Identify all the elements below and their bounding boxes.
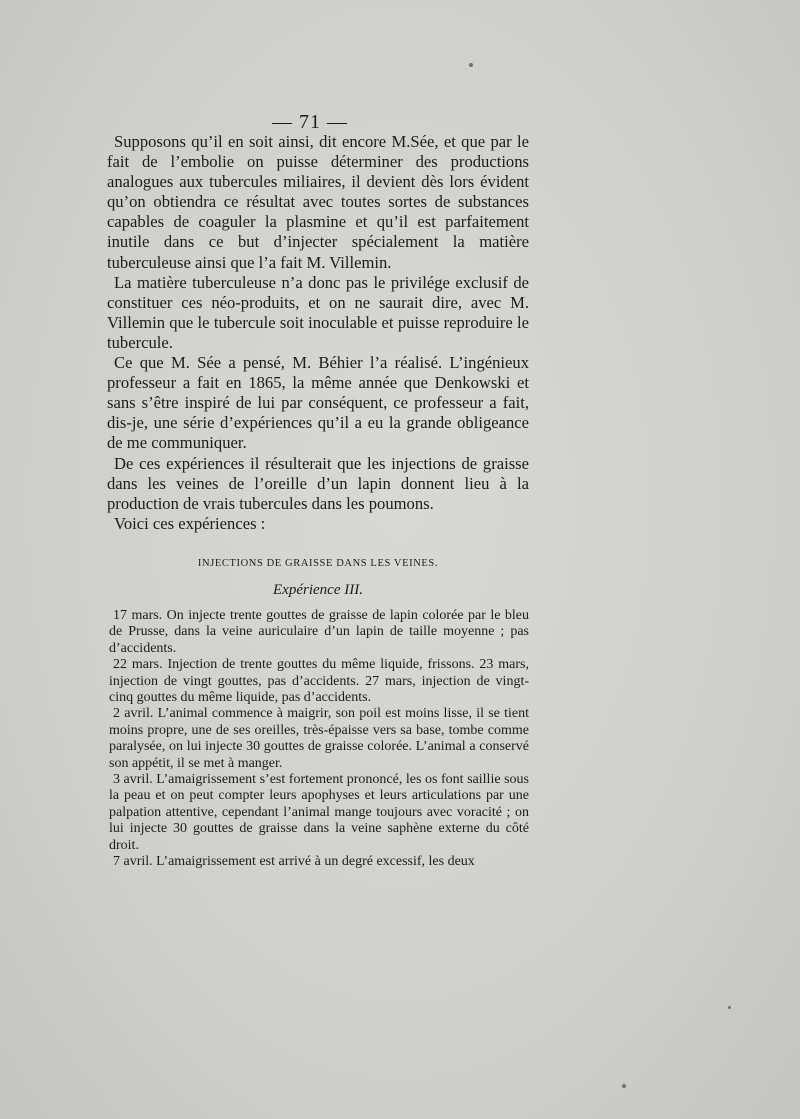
log-entry: 7 avril. L’amaigrissement est arrivé à un degré excessif, les deux bbox=[113, 854, 475, 870]
paper-speck bbox=[469, 63, 473, 67]
paragraph: Voici ces expériences : bbox=[114, 513, 266, 533]
paragraph: Ce que M. Sée a pensé, M. Béhier l’a réalisé. L’ingénieux professeur a fait en 1865, la même année que Denkowski et sans s’être inspiré de lui par conséquent, ce professeur a fait, dis-je, une série d’expériences qu’il a eu la grande obligeance de me communiquer. bbox=[107, 353, 529, 453]
page-number: — 71 — bbox=[272, 111, 348, 133]
log-entry: 3 avril. L’amaigrissement s’est fortement prononcé, les os font saillie sous la peau et on peut compter leurs apophyses et leurs articulations par une palpation attentive, cependant l’animal mange toujours avec voracité ; on lui injecte 30 gouttes de graisse dans la veine saphène externe du côté droit. bbox=[109, 772, 529, 853]
paper-speck bbox=[622, 1084, 626, 1088]
section-heading: INJECTIONS DE GRAISSE DANS LES VEINES. bbox=[197, 558, 439, 569]
main-text bbox=[107, 132, 529, 534]
paragraph: La matière tuberculeuse n’a donc pas le privilége exclusif de constituer ces néo-produits, et on ne saurait dire, avec M. Villemin que le tubercule soit inoculable et puisse reproduire le tubercule. bbox=[107, 272, 529, 352]
paper-speck bbox=[728, 1006, 731, 1009]
paragraph: De ces expériences il résulterait que les injections de graisse dans les veines de l’oreille d’un lapin donnent lieu à la production de vrais tubercules dans les poumons. bbox=[107, 453, 529, 513]
experiment-log bbox=[109, 608, 529, 871]
experience-title: Expérience III. bbox=[273, 582, 363, 598]
log-entry: 2 avril. L’animal commence à maigrir, son poil est moins lisse, il se tient moins propre, une de ses oreilles, très-épaisse vers sa base, tombe comme paralysée, on lui injecte 30 gouttes de graisse colorée. L’animal a conservé son appétit, il se met à manger. bbox=[109, 706, 529, 771]
log-entry: 17 mars. On injecte trente gouttes de graisse de lapin colorée par le bleu de Prusse, dans la veine auriculaire d’un lapin de taille moyenne ; pas d’accidents. bbox=[109, 608, 529, 656]
log-entry: 22 mars. Injection de trente gouttes du même liquide, frissons. 23 mars, injection de vingt gouttes, pas d’accidents. 27 mars, injection de vingt-cinq gouttes du même liquide, pas d’accidents. bbox=[109, 657, 529, 706]
paragraph: Supposons qu’il en soit ainsi, dit encore M.Sée, et que par le fait de l’embolie on puisse déterminer des productions analogues aux tubercules miliaires, il devient dès lors évident qu’on obtiendra ce résultat avec toutes sortes de substances capables de coaguler la plasmine et qu’il est parfaitement inutile dans ce but d’injecter spécialement la matière tuberculeuse ainsi que l’a fait M. Villemin. bbox=[107, 132, 529, 272]
